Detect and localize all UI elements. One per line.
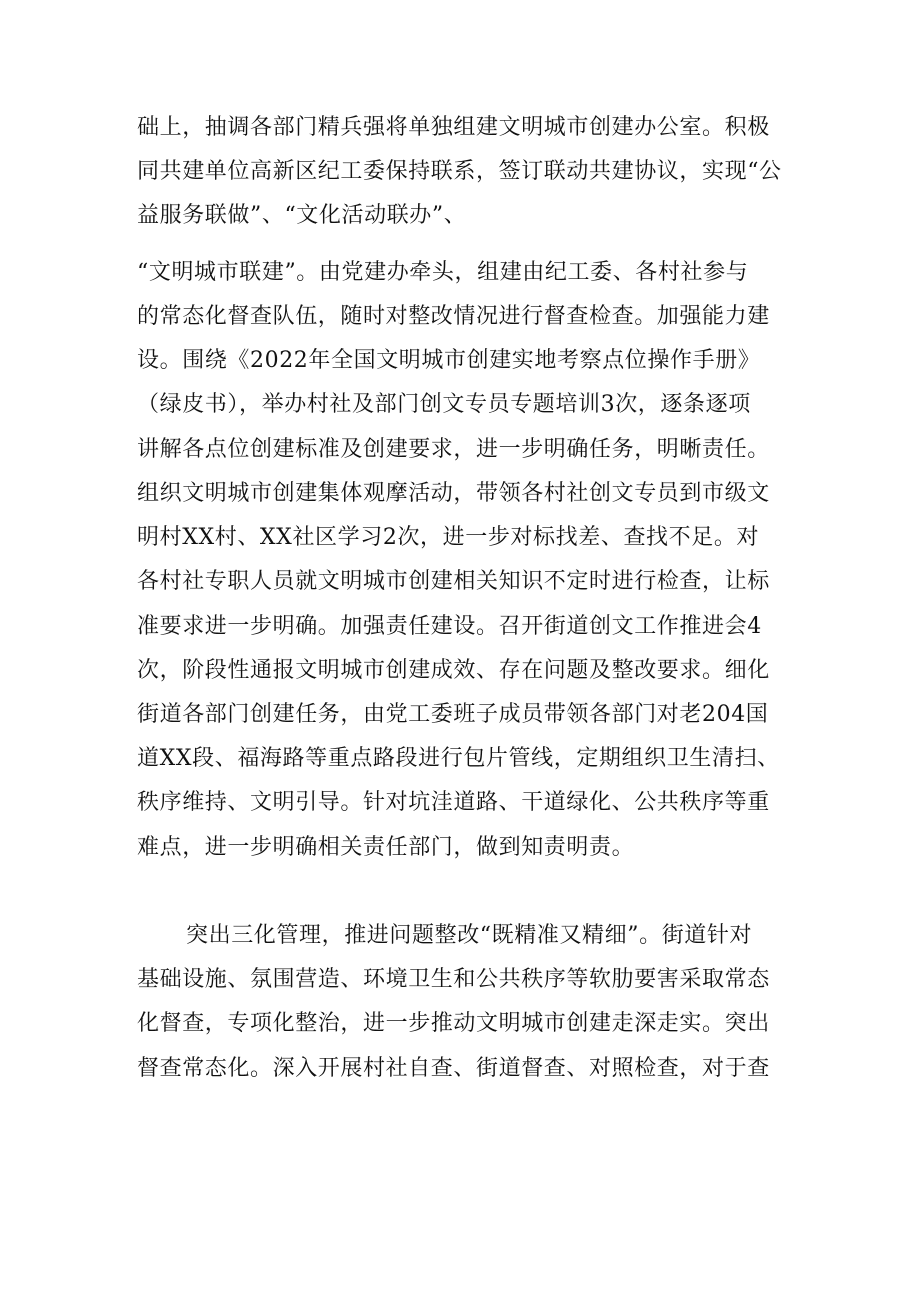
paragraph-line: 各村社专职人员就文明城市创建相关知识不定时进行检查，让标: [137, 569, 770, 594]
paragraph-line: 明村XX村、XX社区学习2次，进一步对标找差、查找不足。对: [137, 525, 760, 550]
paragraph-first-line: 突出三化管理，推进问题整改“既精准又精细”。街道针对: [186, 923, 753, 948]
paragraph-line: 准要求进一步明确。加强责任建设。召开街道创文工作推进会4: [137, 614, 762, 639]
paragraph-line: 础上，抽调各部门精兵强将单独组建文明城市创建办公室。积极: [137, 115, 770, 140]
paragraph-line: 益服务联做”、“文化活动联办”、: [137, 203, 467, 228]
paragraph-line: （绿皮书），举办村社及部门创文专员专题培训3次，逐条逐项: [137, 392, 751, 417]
paragraph-line: 街道各部门创建任务，由党工委班子成员带领各部门对老204国: [137, 702, 769, 727]
paragraph-line: 次，阶段性通报文明城市创建成效、存在问题及整改要求。细化: [137, 658, 770, 683]
paragraph-line: 的常态化督查队伍，随时对整改情况进行督查检查。加强能力建: [137, 304, 770, 329]
paragraph-line: “文明城市联建”。由党建办牵头，组建由纪工委、各村社参与: [137, 260, 749, 285]
paragraph-line: 设。围绕《2022年全国文明城市创建实地考察点位操作手册》: [137, 348, 761, 373]
paragraph-line: 讲解各点位创建标准及创建要求，进一步明确任务，明晰责任。: [137, 437, 770, 462]
paragraph-line: 同共建单位高新区纪工委保持联系，签订联动共建协议，实现“公: [137, 159, 782, 184]
paragraph-line: 道XX段、福海路等重点路段进行包片管线，定期组织卫生清扫、: [137, 746, 780, 771]
paragraph-line: 化督查，专项化整治，进一步推动文明城市创建走深走实。突出: [137, 1011, 770, 1036]
paragraph-line: 组织文明城市创建集体观摩活动，带领各村社创文专员到市级文: [137, 481, 770, 506]
paragraph-line: 基础设施、氛围营造、环境卫生和公共秩序等软肋要害采取常态: [137, 967, 770, 992]
paragraph-line: 督查常态化。深入开展村社自查、街道督查、对照检查，对于查: [137, 1056, 770, 1081]
paragraph-line: 难点，进一步明确相关责任部门，做到知责明责。: [137, 835, 635, 860]
paragraph-line: 秩序维持、文明引导。针对坑洼道路、干道绿化、公共秩序等重: [137, 790, 770, 815]
